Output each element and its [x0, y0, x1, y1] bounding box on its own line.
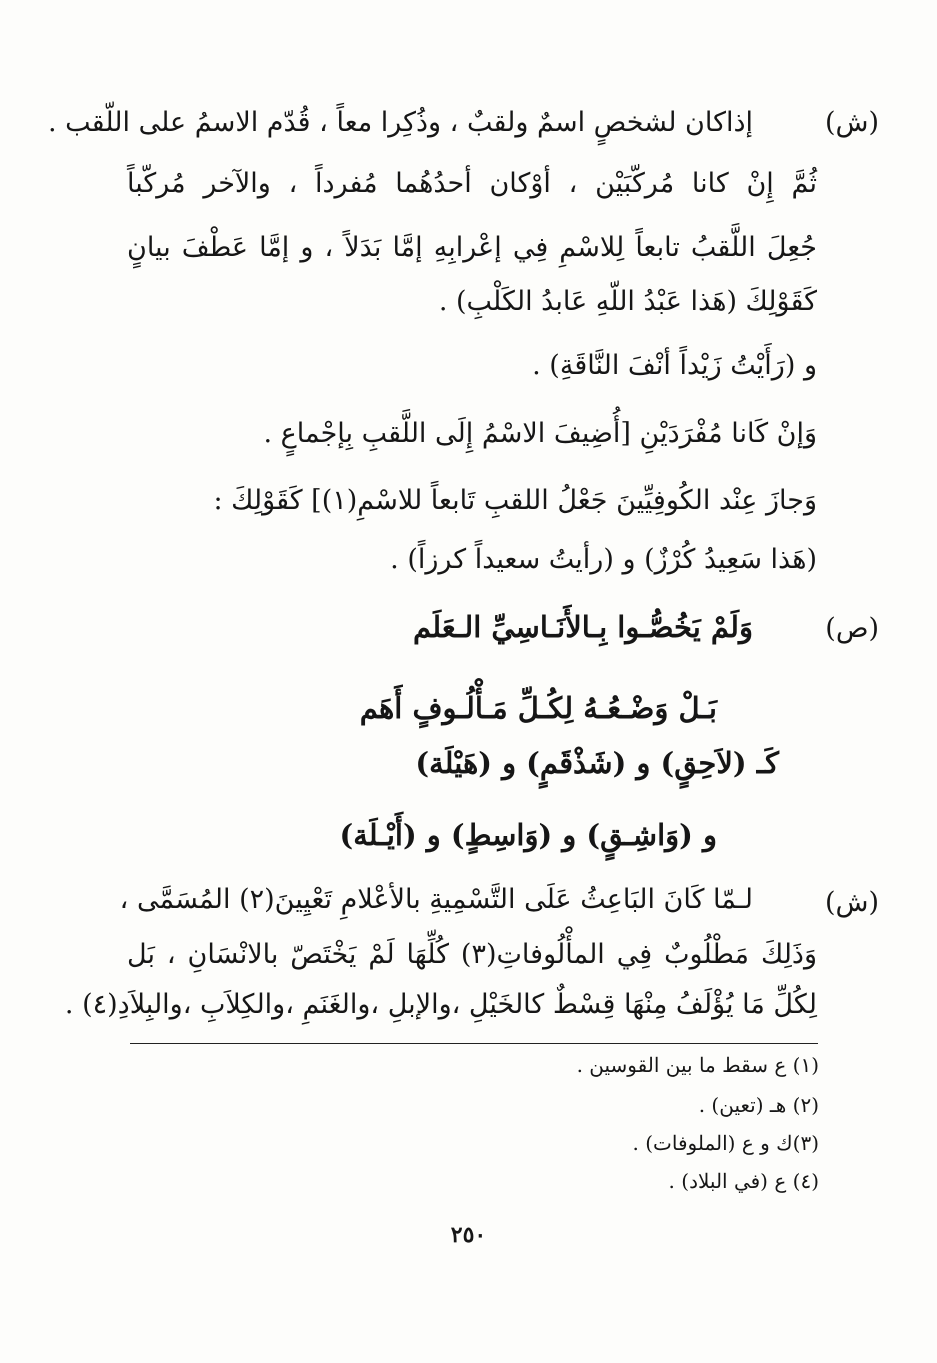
text-line: و (رَأَيْتُ زَيْداً أنْفَ النَّاقَةِ) .: [532, 350, 817, 381]
text-line: وَذَلِكَ مَطْلُوبٌ فِي المأْلُوفاتِ(٣) كُلِّهَا لَمْ يَخْتَصّ بالانْسَانِ ، بَل: [127, 939, 817, 970]
verse-line: بَـلْ وَضْـعُـهُ لِكُـلِّ مَـأْلُـوفٍ أَهَم: [359, 691, 717, 725]
footnote-separator: [130, 1043, 818, 1044]
text-line: ثُمَّ إِنْ كانا مُركّبَيْن ، أوْكان أحدُهُما مُفرداً ، والآخر مُركّباً: [127, 168, 817, 199]
text-line: وَجازَ عِنْد الكُوفِيِّينَ جَعْلُ اللقبِ تَابعاً للاسْمِ(١)] كَقَوْلِكَ :: [213, 485, 817, 516]
footnote: (١) ع سقط ما بين القوسين .: [576, 1053, 819, 1077]
verse-line: كَـ (لاَحِقٍ) و (شَذْقَمٍ) و (هَيْلَة): [415, 746, 779, 780]
footnote: (٢) هـ (تعين) .: [698, 1093, 819, 1117]
footnote: (٣)ك و ع (الملوفات) .: [632, 1131, 819, 1155]
section-marker-matn: (ص): [825, 613, 879, 644]
section-marker-sharh: (ش): [824, 107, 879, 138]
text-line: جُعِلَ اللَّقبُ تابعاً لِلاسْمِ فِي إعْرابِهِ إمَّا بَدَلاً ، و إمَّا عَطْفَ بيانٍ: [127, 232, 817, 263]
text-line: لِكُلِّ مَا يُؤْلَفُ مِنْهَا قِسْطٌ كالخَيْلِ ،والإبلِ ،والغَنَمِ ،والكِلاَبِ ،والبِلاَدِ(٤) .: [64, 989, 817, 1020]
verse-line: وَلَمْ يَخُصُّـوا بِـالأَنَـاسِيِّ الـعَلَم: [413, 610, 753, 644]
section-marker-sharh: (ش): [824, 887, 879, 918]
page-number: ٢٥٠: [450, 1222, 487, 1248]
text-line: (هَذا سَعِيدُ كُرْزٌ) و (رأيتُ سعيداً كرزاً) .: [390, 544, 817, 575]
text-line: لـمّا كَانَ البَاعِثُ عَلَى التَّسْمِيةِ بالأعْلامِ تَعْيِينَ(٢) المُسَمَّى ،: [119, 884, 753, 915]
text-line: كَقَوْلِكَ (هَذا عَبْدُ اللّهِ عَابدُ الكَلْبِ) .: [438, 286, 817, 317]
text-line: وَإنْ كَانا مُفْرَدَيْنِ [أُضِيفَ الاسْمُ إِلَى اللَّقبِ بِإجْماعٍ .: [263, 418, 817, 449]
footnote: (٤) ع (في البلاد) .: [668, 1169, 819, 1193]
text-line: إذاكان لشخصٍ اسمٌ ولقبٌ ، وذُكِرا معاً ، قُدّم الاسمُ على اللّقب .: [48, 107, 753, 138]
verse-line: و (وَاشِـقٍ) و (وَاسِطٍ) و (أَيْـلَة): [339, 818, 717, 852]
